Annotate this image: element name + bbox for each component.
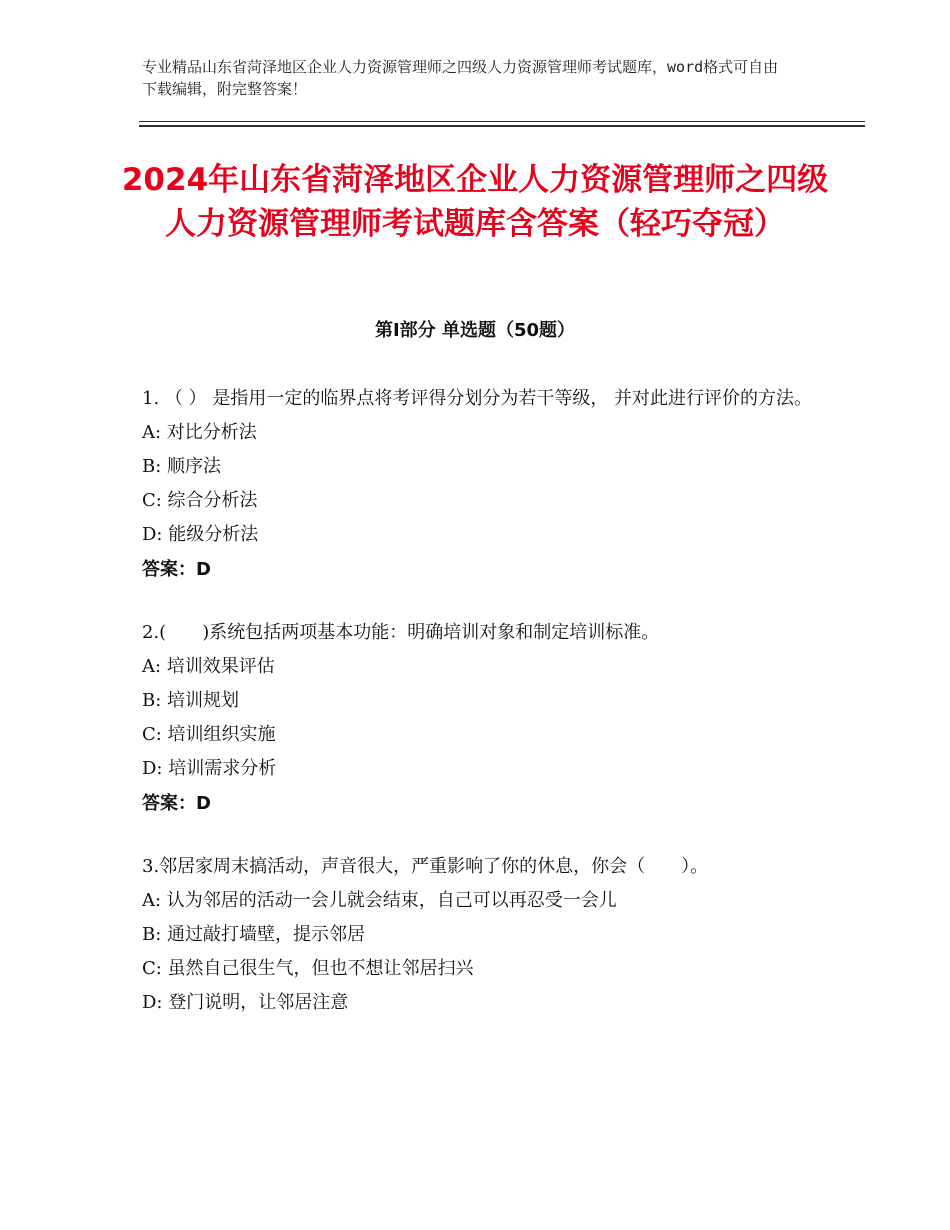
header-note: 专业精品山东省菏泽地区企业人力资源管理师之四级人力资源管理师考试题库，word格式可自由下载编辑，附完整答案！ bbox=[142, 58, 779, 98]
section-title: 第Ⅰ部分 单选题（50题） bbox=[374, 320, 575, 341]
question-list bbox=[142, 382, 822, 1048]
question-1 bbox=[142, 382, 822, 588]
option-c: C: 培训组织实施 bbox=[142, 724, 276, 745]
header-divider-thick bbox=[139, 125, 865, 127]
option-b: B: 顺序法 bbox=[142, 456, 222, 477]
option-d: D: 登门说明，让邻居注意 bbox=[142, 992, 349, 1013]
option-d: D: 能级分析法 bbox=[142, 524, 259, 545]
option-a: A: 对比分析法 bbox=[142, 422, 257, 443]
header-divider-thin bbox=[139, 121, 865, 122]
document-title: 2024年山东省菏泽地区企业人力资源管理师之四级人力资源管理师考试题库含答案（轻巧夺冠） bbox=[121, 162, 829, 242]
option-a: A: 培训效果评估 bbox=[142, 656, 275, 677]
question-3 bbox=[142, 850, 822, 1020]
answer: 答案：D bbox=[142, 559, 211, 580]
question-2 bbox=[142, 616, 822, 822]
question-stem: 1. （ ） 是指用一定的临界点将考评得分划分为若干等级， 并对此进行评价的方法。 bbox=[142, 388, 813, 409]
question-stem: 3.邻居家周末搞活动，声音很大，严重影响了你的休息，你会（ ）。 bbox=[142, 856, 709, 877]
answer: 答案：D bbox=[142, 793, 211, 814]
option-c: C: 综合分析法 bbox=[142, 490, 258, 511]
option-c: C: 虽然自己很生气，但也不想让邻居扫兴 bbox=[142, 958, 474, 979]
question-stem: 2.( )系统包括两项基本功能：明确培训对象和制定培训标准。 bbox=[142, 622, 660, 643]
option-b: B: 培训规划 bbox=[142, 690, 240, 711]
option-a: A: 认为邻居的活动一会儿就会结束，自己可以再忍受一会儿 bbox=[142, 890, 617, 911]
option-b: B: 通过敲打墙壁，提示邻居 bbox=[142, 924, 366, 945]
option-d: D: 培训需求分析 bbox=[142, 758, 277, 779]
